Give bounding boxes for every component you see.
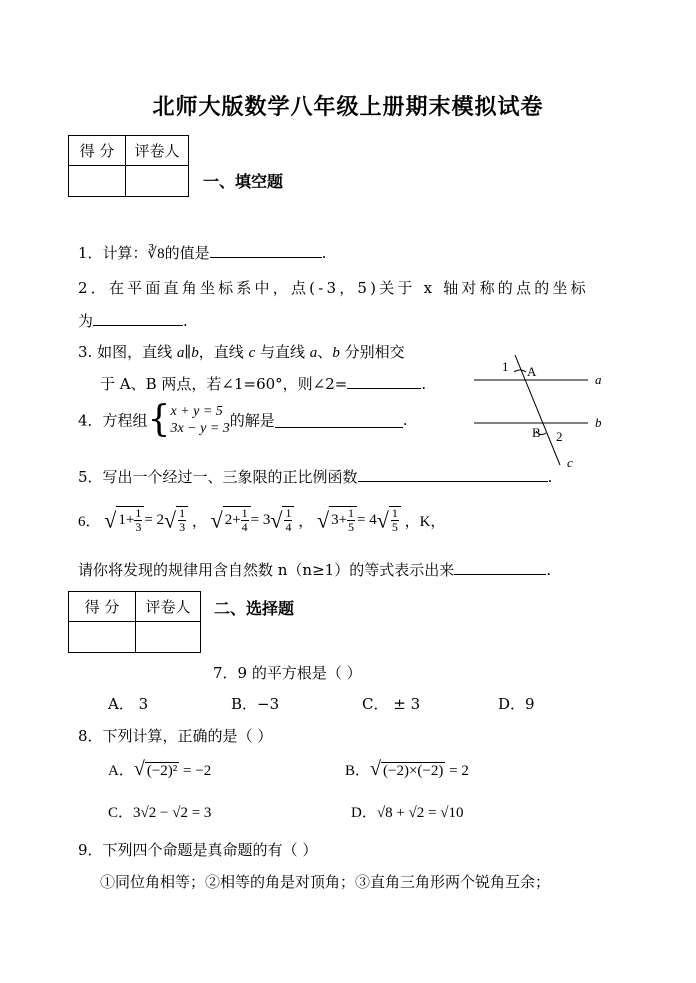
- rhs-1: [176, 506, 188, 534]
- q6-answer-blank[interactable]: [454, 560, 546, 575]
- q2-prefix: 为: [78, 312, 94, 330]
- label-a: a: [595, 372, 602, 387]
- q1-answer-blank[interactable]: [210, 243, 322, 258]
- question-3-line2: [100, 373, 426, 394]
- q3-parallel: ∥: [184, 343, 192, 361]
- sqrt-sign-2b: √: [270, 507, 283, 533]
- sqrt-sign-1: √: [104, 507, 117, 533]
- question-6-line1: [78, 506, 445, 534]
- radicand-1: [116, 506, 144, 534]
- q5-end: .: [547, 468, 553, 486]
- score-header: 得 分: [69, 136, 126, 166]
- rhs2-frac: [284, 507, 292, 534]
- question-2-line1: 2．在平面直角坐标系中，点(-3，5)关于 x 轴对称的点的坐标: [78, 279, 589, 297]
- q6-tail: ，K，: [404, 514, 446, 530]
- question-1: [78, 242, 326, 263]
- q3-line-b2: b: [332, 345, 340, 361]
- q9-statements: ①同位角相等；②相等的角是对顶角；③直角三角形两个锐角互余；: [100, 873, 551, 891]
- score-cell-2[interactable]: [69, 622, 136, 653]
- line-c: [515, 355, 560, 465]
- rhs-2: [282, 506, 294, 534]
- question-2-line2: [78, 310, 188, 331]
- q3-line-c: c: [248, 345, 256, 361]
- r3-frac: [347, 507, 355, 534]
- q8-c-label: C．: [108, 805, 134, 821]
- sqrt-sign-3: √: [316, 507, 330, 533]
- r1-coef: = 2: [144, 512, 165, 528]
- q8-option-d[interactable]: [351, 801, 463, 822]
- grader-cell[interactable]: [126, 166, 189, 197]
- question-8-stem: 8．下列计算，正确的是（ ）: [78, 727, 273, 745]
- q3-text-c: 与直线: [255, 343, 310, 361]
- rhs1-num: 1: [179, 506, 186, 520]
- q1-expr: ∛8: [147, 246, 165, 262]
- r3-coef: = 4: [357, 512, 377, 528]
- section-heading-fill: 一、填空题: [203, 172, 284, 191]
- r3-den: 5: [348, 520, 355, 534]
- q8-d-label: D．: [351, 805, 377, 821]
- q3-text-e: 分别相交: [339, 343, 405, 361]
- parallel-lines-figure: [470, 355, 620, 475]
- question-4: [78, 399, 408, 440]
- r1-frac: [134, 507, 142, 534]
- q8-option-c[interactable]: [108, 801, 211, 822]
- label-A: A: [527, 364, 537, 379]
- q3-end: .: [421, 375, 427, 393]
- label-c: c: [567, 455, 573, 470]
- q8-a-label: A．: [108, 763, 134, 779]
- q3-text-b: ，直线: [198, 343, 249, 361]
- q3-text-d: 、: [317, 343, 333, 361]
- rhs-3: [389, 506, 401, 534]
- q8-b-radicand: (−2)×(−2): [383, 763, 444, 779]
- q8-option-b[interactable]: [345, 758, 469, 781]
- q4-eq1: x + y = 5: [170, 404, 223, 419]
- q8-d-expr: √8 + √2 = √10: [376, 805, 464, 821]
- q4-brace: {: [147, 399, 171, 440]
- score-cell[interactable]: [69, 166, 126, 197]
- sqrt-sign-2: √: [210, 507, 223, 533]
- rhs1-den: 3: [179, 520, 186, 534]
- q4-system: [170, 403, 229, 437]
- q4-end: .: [402, 411, 408, 429]
- radicand-3: [329, 506, 357, 534]
- q6-label: 6．: [78, 514, 101, 530]
- question-3-line1: [78, 341, 405, 362]
- q8-a-radicand: (−2)²: [146, 763, 178, 779]
- q8-b-label: B．: [345, 763, 371, 779]
- q7-option-d[interactable]: D．9: [498, 695, 535, 713]
- r2-den: 4: [241, 520, 248, 534]
- label-2: 2: [556, 429, 563, 444]
- score-header-2: 得 分: [69, 592, 136, 622]
- rhs2-num: 1: [285, 506, 292, 520]
- q4-answer-blank[interactable]: [275, 413, 403, 428]
- q5-answer-blank[interactable]: [358, 467, 548, 482]
- q6-line2-text: 请你将发现的规律用含自然数 n（n≥1）的等式表示出来: [78, 561, 455, 579]
- q3-line2-text: 于 A、B 两点，若∠1=60°，则∠2=: [100, 375, 348, 393]
- question-5: [78, 466, 552, 487]
- q8-option-a[interactable]: [108, 758, 211, 781]
- r2-num: 1: [241, 506, 248, 520]
- score-table-1: [68, 135, 189, 197]
- q6-end: .: [546, 561, 551, 579]
- rhs3-den: 5: [391, 520, 398, 534]
- rhs1-frac: [178, 507, 186, 534]
- q7-option-a[interactable]: A． 3: [108, 695, 149, 713]
- q8-c-expr: 3√2 − √2 = 3: [133, 805, 212, 821]
- q4-suffix: 的解是: [229, 411, 275, 430]
- angle-1-arc: [514, 370, 526, 372]
- q8-b-sqrt: √: [370, 758, 381, 780]
- q3-answer-blank[interactable]: [347, 374, 421, 389]
- q6-sep-1: ，: [191, 514, 207, 530]
- q3-text-a: 3. 如图，直线: [78, 343, 177, 361]
- rhs3-frac: [391, 507, 399, 534]
- sqrt-sign-1b: √: [164, 507, 177, 533]
- r2-coef: = 3: [250, 512, 271, 528]
- question-9-stem: 9．下列四个命题是真命题的有（ ）: [78, 841, 318, 859]
- label-1: 1: [502, 359, 509, 374]
- label-B: B: [532, 425, 541, 440]
- q2-end: .: [183, 312, 188, 330]
- question-7-stem: 7．9 的平方根是（ ）: [213, 664, 362, 682]
- r1-den: 3: [135, 520, 142, 534]
- q8-b-rhs: = 2: [445, 763, 469, 779]
- q6-sep-2: ，: [298, 514, 314, 530]
- q8-a-sqrt: √: [133, 758, 145, 780]
- grader-header: 评卷人: [126, 136, 189, 166]
- grader-header-2: 评卷人: [136, 592, 201, 622]
- q4-label: 4．方程组: [78, 411, 148, 430]
- rhs2-den: 4: [285, 520, 292, 534]
- r3-num: 1: [348, 506, 355, 520]
- q3-line-a: a: [176, 345, 185, 361]
- q7-option-c[interactable]: C． ± 3: [362, 695, 421, 713]
- r2-int: 2+: [224, 512, 241, 528]
- r3-int: 3+: [331, 512, 348, 528]
- sqrt-sign-3b: √: [376, 507, 389, 533]
- r2-frac: [241, 507, 249, 534]
- q1-label: 1．计算：: [78, 244, 148, 262]
- r1-num: 1: [135, 506, 142, 520]
- q8-a-rhs: = −2: [179, 763, 212, 779]
- score-table-2: [68, 591, 201, 653]
- q3-line-b: b: [191, 345, 199, 361]
- radicand-2: [223, 506, 251, 534]
- grader-cell-2[interactable]: [136, 622, 201, 653]
- question-6-line2: [78, 559, 551, 580]
- q5-text: 5．写出一个经过一、三象限的正比例函数: [78, 468, 358, 486]
- exam-title: 北师大版数学八年级上册期末模拟试卷: [152, 95, 544, 120]
- q4-eq2: 3x − y = 3: [170, 421, 230, 436]
- q1-suffix: 的值是: [164, 244, 210, 262]
- label-b: b: [595, 415, 602, 430]
- rhs3-num: 1: [391, 506, 398, 520]
- q1-end: .: [321, 244, 327, 262]
- section-heading-choice: 二、选择题: [214, 599, 295, 618]
- q7-option-b[interactable]: B．−3: [231, 695, 280, 713]
- q3-line-a2: a: [309, 345, 318, 361]
- r1-int: 1+: [118, 512, 135, 528]
- q2-answer-blank[interactable]: [93, 311, 183, 326]
